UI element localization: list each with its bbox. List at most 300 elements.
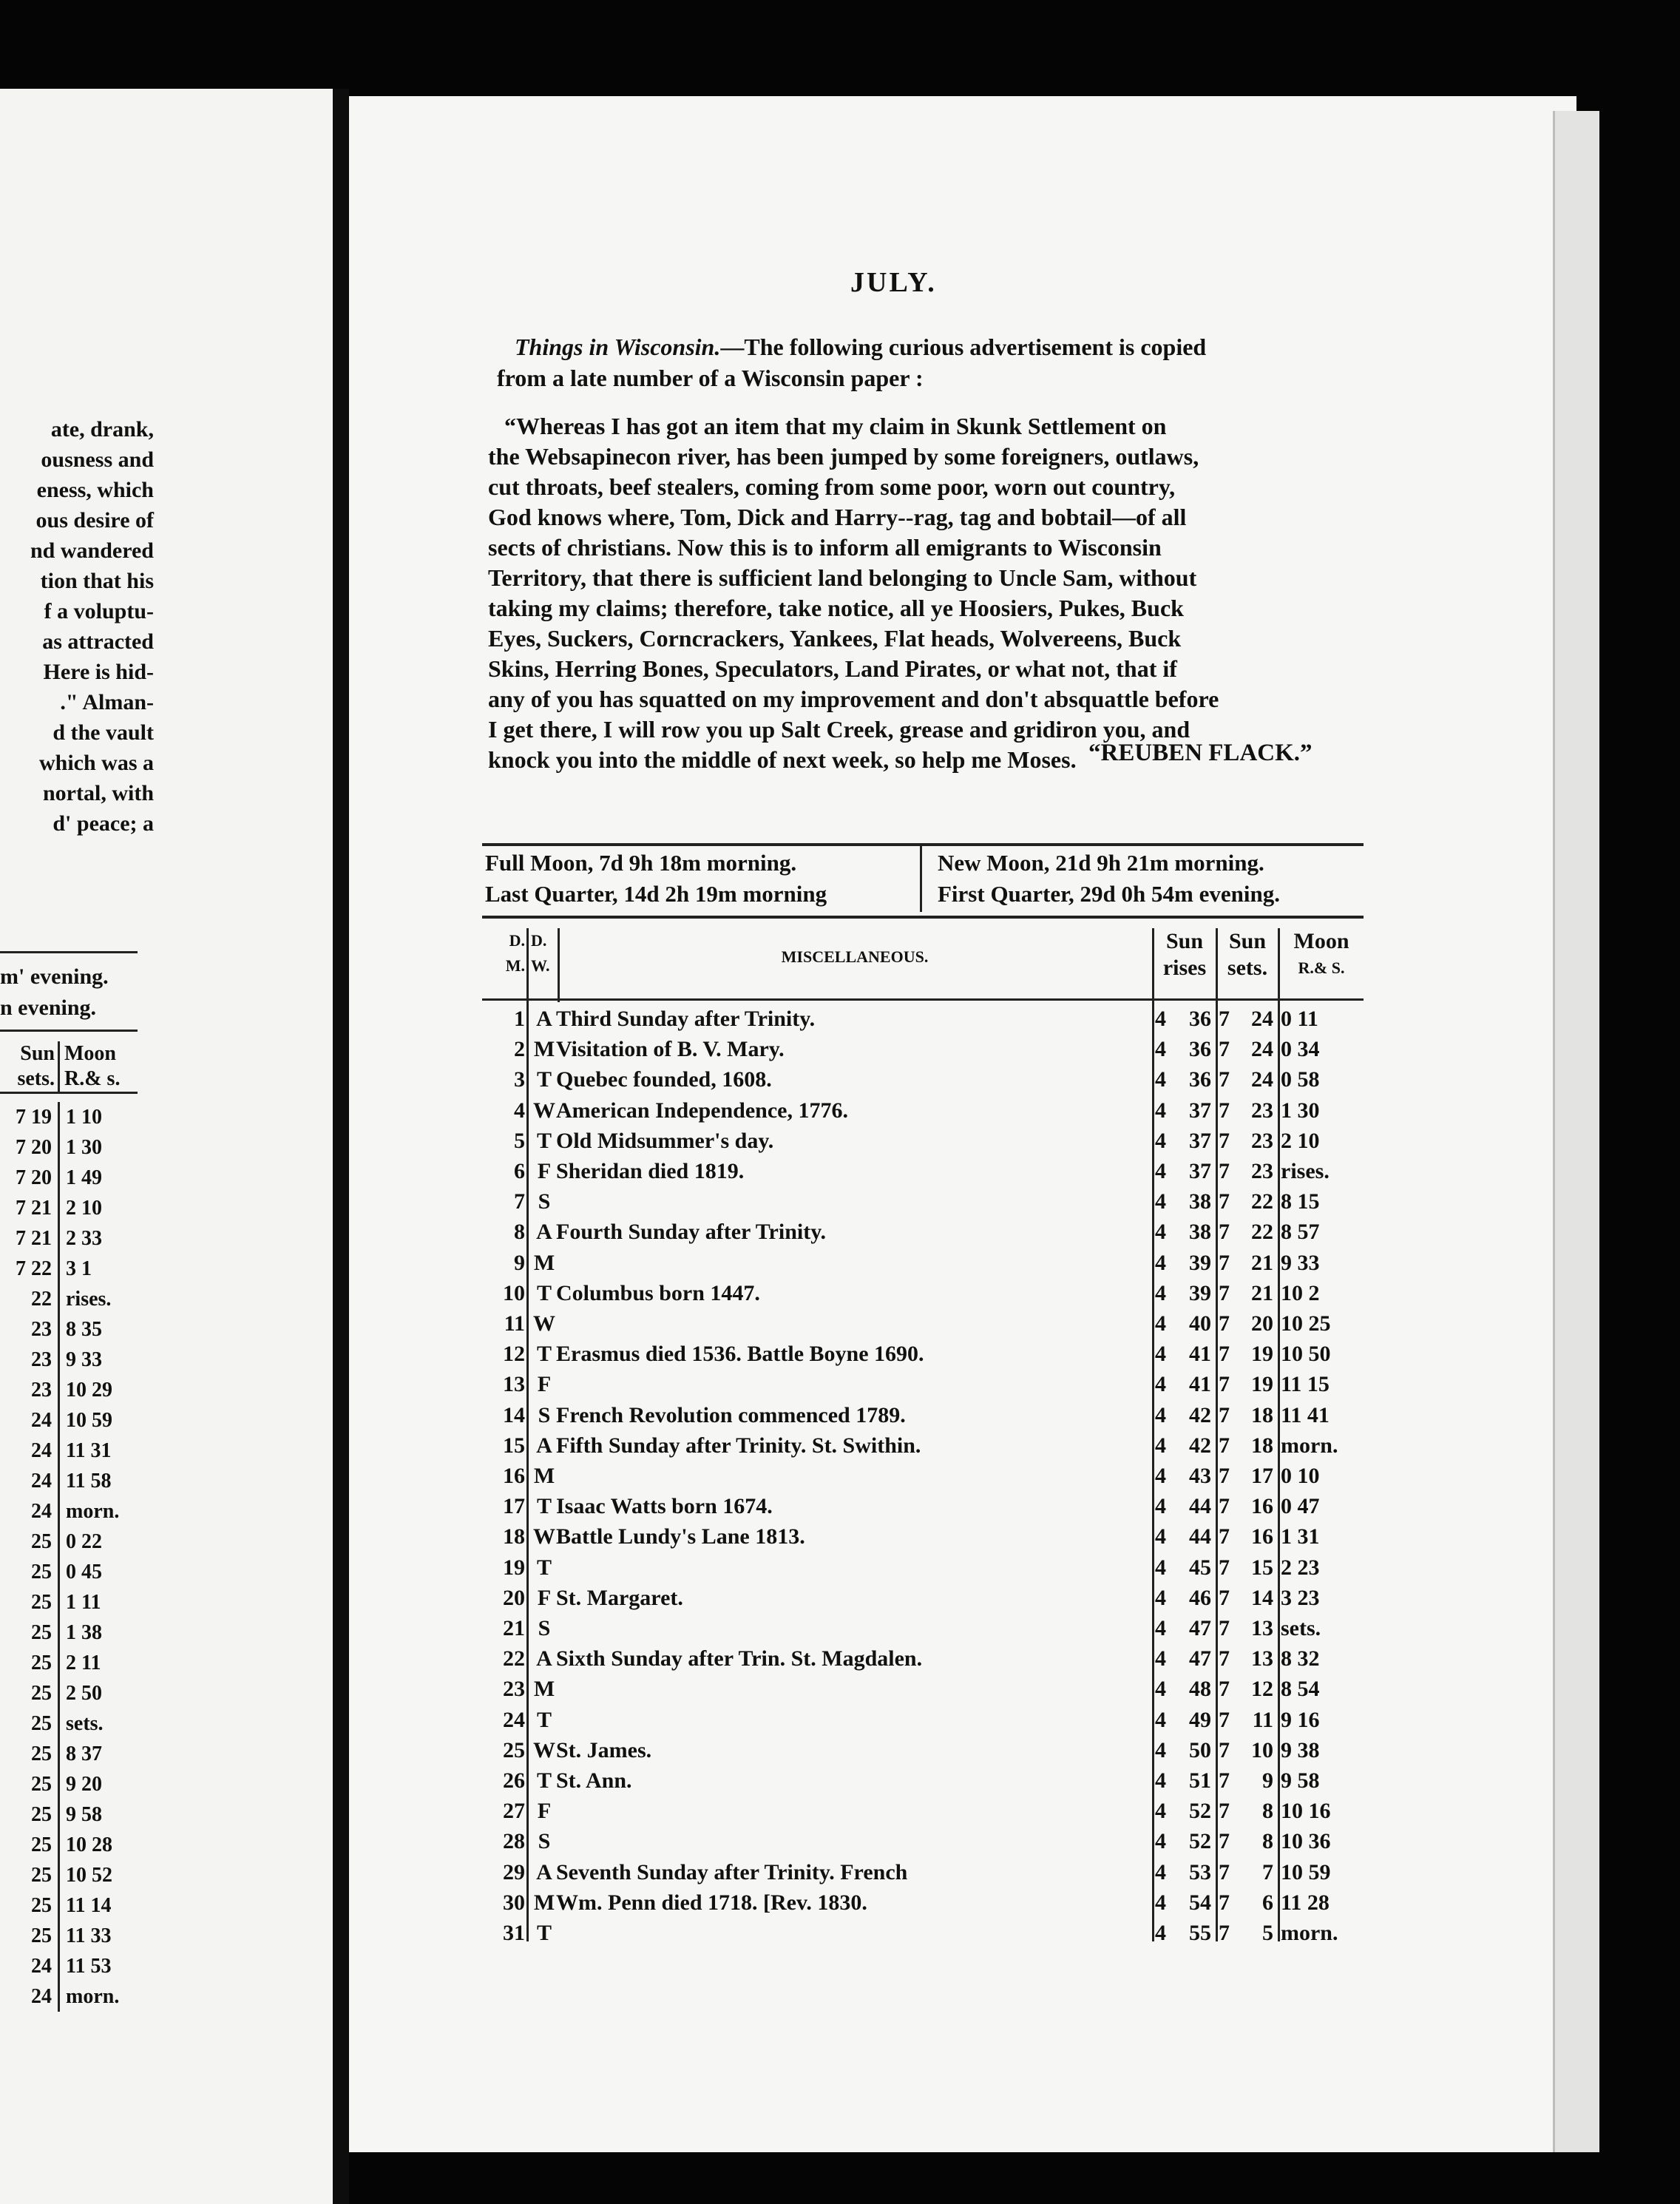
- moon-rise-set: sets.: [1281, 1616, 1321, 1640]
- left-text-line: nortal, with: [43, 781, 154, 805]
- sunrise-minute: 48: [1189, 1677, 1211, 1702]
- day-of-month: 22: [503, 1646, 525, 1671]
- moon-rise-set: 8 54: [1281, 1677, 1320, 1702]
- left-moon-line: n evening.: [0, 995, 97, 1020]
- moon-rise-set: 1 30: [1281, 1098, 1320, 1123]
- sunrise-minute: 40: [1189, 1311, 1211, 1336]
- sunset-hour: 7: [1219, 1433, 1230, 1458]
- miscellaneous-note: St. James.: [556, 1737, 652, 1762]
- sunrise-minute: 49: [1189, 1707, 1211, 1732]
- left-sunset-cell: 25: [31, 1621, 52, 1644]
- left-moon-cell: 8 35: [58, 1314, 146, 1345]
- sunset-minute: 22: [1251, 1220, 1273, 1245]
- left-table-header: [0, 1041, 138, 1094]
- miscellaneous-note: St. Ann.: [556, 1768, 632, 1793]
- day-of-week: T: [536, 1067, 552, 1092]
- day-of-month: 2: [514, 1037, 525, 1062]
- left-moon-cell: 11 58: [58, 1466, 146, 1496]
- miscellaneous-note: St. Margaret.: [556, 1585, 683, 1610]
- sunrise-hour: 4: [1155, 1921, 1166, 1945]
- left-sunset-cell: 25: [31, 1652, 52, 1674]
- left-table-row: [0, 1951, 138, 1981]
- sunrise-hour: 4: [1155, 1799, 1166, 1824]
- quote-line: any of you has squatted on my improvement and don't absquattle before: [488, 686, 1219, 712]
- sunset-minute: 7: [1262, 1859, 1273, 1884]
- sunset-hour: 7: [1219, 1677, 1230, 1702]
- left-text-line: which was a: [38, 751, 154, 775]
- left-text-line: as attracted: [42, 629, 154, 654]
- moon-rise-set: 10 16: [1281, 1799, 1331, 1824]
- moon-rise-set: 8 32: [1281, 1646, 1320, 1671]
- left-moon-cell: 1 49: [58, 1163, 146, 1193]
- left-moon-cell: 1 38: [58, 1617, 146, 1648]
- left-table-row: [0, 1799, 138, 1830]
- day-of-week: M: [533, 1890, 555, 1915]
- day-of-week: M: [533, 1464, 555, 1488]
- left-moon-cell: 8 37: [58, 1739, 146, 1769]
- left-text-line: ate, drank,: [50, 417, 154, 442]
- header-sunrise: [1154, 928, 1216, 981]
- left-page-text: [30, 414, 154, 839]
- day-of-month: 25: [503, 1737, 525, 1762]
- moon-rise-set: 10 50: [1281, 1342, 1331, 1367]
- moon-rise-set: 9 16: [1281, 1707, 1320, 1732]
- left-text-line: tion that his: [40, 569, 154, 593]
- miscellaneous-note: Seventh Sunday after Trinity. French: [556, 1859, 908, 1884]
- sunrise-minute: 47: [1189, 1646, 1211, 1671]
- sunrise-hour: 4: [1155, 1189, 1166, 1214]
- calendar-row: [482, 1064, 1364, 1095]
- quote-line: I get there, I will row you up Salt Creek, grease and gridiron you, and: [488, 716, 1190, 743]
- moon-rise-set: 0 47: [1281, 1494, 1320, 1519]
- left-table-row: [0, 1284, 138, 1314]
- left-moon-cell: 9 20: [58, 1769, 146, 1799]
- left-sunset-cell: 24: [31, 1955, 52, 1978]
- moon-rise-set: 3 23: [1281, 1585, 1320, 1610]
- day-of-week: T: [536, 1555, 552, 1580]
- miscellaneous-note: Battle Lundy's Lane 1813.: [556, 1524, 805, 1549]
- sunset-hour: 7: [1219, 1707, 1230, 1732]
- miscellaneous-note: Erasmus died 1536. Battle Boyne 1690.: [556, 1342, 924, 1367]
- day-of-week: T: [536, 1921, 552, 1945]
- moon-rise-set: 9 38: [1281, 1737, 1320, 1762]
- day-of-week: W: [533, 1311, 555, 1336]
- quote-line: Eyes, Suckers, Corncrackers, Yankees, Flat heads, Wolvereens, Buck: [488, 625, 1182, 652]
- left-moon-cell: morn.: [58, 1981, 146, 2012]
- left-table-row: [0, 1345, 138, 1375]
- left-moon-cell: 2 10: [58, 1193, 146, 1223]
- left-table-row: [0, 1254, 138, 1284]
- sunrise-hour: 4: [1155, 1768, 1166, 1793]
- left-table-row: [0, 1587, 138, 1617]
- quote-line: the Websapinecon river, has been jumped by some foreigners, outlaws,: [488, 443, 1199, 470]
- sunset-hour: 7: [1219, 1737, 1230, 1762]
- sunrise-hour: 4: [1155, 1220, 1166, 1245]
- left-moon-cell: 2 33: [58, 1223, 146, 1254]
- miscellaneous-note: Old Midsummer's day.: [556, 1128, 774, 1153]
- full-moon: Full Moon, 7d 9h 18m morning.: [485, 850, 797, 876]
- header-sunset: [1217, 928, 1278, 981]
- sunset-minute: 5: [1262, 1921, 1273, 1945]
- left-text-line: eness, which: [36, 478, 154, 502]
- left-sunset-cell: 23: [31, 1318, 52, 1341]
- header-moon: [1279, 928, 1364, 981]
- left-moon-cell: 11 33: [58, 1921, 146, 1951]
- day-of-week: W: [533, 1524, 555, 1549]
- header-dm-2: M.: [505, 956, 525, 975]
- header-rule: [482, 998, 1364, 1001]
- left-moon-cell: 3 1: [58, 1254, 146, 1284]
- sunrise-minute: 37: [1189, 1159, 1211, 1183]
- day-of-month: 16: [503, 1464, 525, 1488]
- sunrise-minute: 37: [1189, 1098, 1211, 1123]
- sunrise-hour: 4: [1155, 1646, 1166, 1671]
- left-moon-cell: 10 29: [58, 1375, 146, 1405]
- page-edges: [1553, 111, 1599, 2152]
- sunset-minute: 21: [1251, 1280, 1273, 1305]
- moon-rise-set: 10 25: [1281, 1311, 1331, 1336]
- moon-rise-set: morn.: [1281, 1433, 1338, 1458]
- moon-bottom-rule: [482, 916, 1364, 919]
- left-sunset-cell: 25: [31, 1530, 52, 1553]
- sunset-hour: 7: [1219, 1037, 1230, 1062]
- sunrise-hour: 4: [1155, 1464, 1166, 1488]
- sunset-hour: 7: [1219, 1494, 1230, 1519]
- header-sunset-1: Sun: [1228, 929, 1267, 953]
- left-page-moon-phases: [0, 961, 109, 1024]
- moon-top-rule: [482, 843, 1364, 846]
- sunrise-minute: 45: [1189, 1555, 1211, 1580]
- sunset-hour: 7: [1219, 1616, 1230, 1640]
- sunset-minute: 14: [1251, 1585, 1273, 1610]
- calendar-row: [482, 1156, 1364, 1187]
- sunrise-hour: 4: [1155, 1342, 1166, 1367]
- quote-line: knock you into the middle of next week, so help me Moses.: [488, 746, 1077, 773]
- sunset-hour: 7: [1219, 1007, 1230, 1031]
- day-of-month: 29: [503, 1859, 525, 1884]
- sunrise-minute: 38: [1189, 1189, 1211, 1214]
- day-of-month: 8: [514, 1220, 525, 1245]
- header-dm-1: D.: [509, 931, 525, 950]
- day-of-month: 9: [514, 1250, 525, 1275]
- sunrise-hour: 4: [1155, 1098, 1166, 1123]
- header-day-of-week: [531, 928, 558, 978]
- day-of-month: 26: [503, 1768, 525, 1793]
- left-text-line: f a voluptu-: [44, 599, 154, 623]
- sunset-minute: 23: [1251, 1098, 1273, 1123]
- left-sunset-cell: 7 21: [16, 1197, 52, 1220]
- sunset-hour: 7: [1219, 1220, 1230, 1245]
- month-title: JULY.: [850, 267, 937, 298]
- sunrise-minute: 44: [1189, 1494, 1211, 1519]
- day-of-month: 27: [503, 1799, 525, 1824]
- left-sunset-cell: 25: [31, 1833, 52, 1856]
- left-moon-cell: 2 50: [58, 1678, 146, 1708]
- sunrise-hour: 4: [1155, 1067, 1166, 1092]
- moon-rise-set: 0 58: [1281, 1067, 1320, 1092]
- sunset-hour: 7: [1219, 1189, 1230, 1214]
- left-table-row: [0, 1527, 138, 1557]
- sunrise-hour: 4: [1155, 1311, 1166, 1336]
- sunrise-minute: 44: [1189, 1524, 1211, 1549]
- advertisement-quote: [488, 411, 1372, 775]
- sunrise-hour: 4: [1155, 1280, 1166, 1305]
- left-page: [0, 89, 333, 2204]
- left-table-row: [0, 1830, 138, 1860]
- miscellaneous-note: Fourth Sunday after Trinity.: [556, 1220, 827, 1245]
- sunrise-minute: 41: [1189, 1342, 1211, 1367]
- left-sunset-cell: 25: [31, 1803, 52, 1826]
- left-sunset-cell: 7 20: [16, 1166, 52, 1189]
- sunset-hour: 7: [1219, 1342, 1230, 1367]
- calendar-row: [482, 1765, 1364, 1796]
- day-of-month: 3: [514, 1067, 525, 1092]
- left-sunset-cell: 25: [31, 1682, 52, 1705]
- calendar-row: [482, 1461, 1364, 1492]
- calendar-row: [482, 1308, 1364, 1339]
- left-sunset-cell: 24: [31, 1985, 52, 2008]
- calendar-row: [482, 1400, 1364, 1431]
- calendar-row: [482, 1126, 1364, 1157]
- sunset-minute: 19: [1251, 1372, 1273, 1397]
- day-of-month: 30: [503, 1890, 525, 1915]
- moon-rise-set: 0 34: [1281, 1037, 1320, 1062]
- left-sunset-cell: 23: [31, 1379, 52, 1402]
- day-of-week: T: [536, 1280, 552, 1305]
- quote-line: God knows where, Tom, Dick and Harry--rag, tag and bobtail—of all: [488, 504, 1187, 530]
- new-moon: New Moon, 21d 9h 21m morning.: [938, 850, 1264, 876]
- left-sunset-cell: 22: [31, 1288, 52, 1311]
- sunrise-hour: 4: [1155, 1677, 1166, 1702]
- miscellaneous-note: Sheridan died 1819.: [556, 1159, 745, 1183]
- sunset-hour: 7: [1219, 1311, 1230, 1336]
- left-page-rule: [0, 951, 138, 953]
- calendar-row: [482, 1857, 1364, 1888]
- sunset-hour: 7: [1219, 1646, 1230, 1671]
- sunrise-hour: 4: [1155, 1372, 1166, 1397]
- sunrise-hour: 4: [1155, 1037, 1166, 1062]
- calendar-row: [482, 1034, 1364, 1065]
- calendar-row: [482, 1826, 1364, 1857]
- sunset-hour: 7: [1219, 1250, 1230, 1275]
- day-of-week: A: [536, 1007, 552, 1031]
- calendar-row: [482, 1095, 1364, 1126]
- intro-line-1: —The following curious advertisement is copied: [720, 334, 1207, 360]
- left-table-row: [0, 1405, 138, 1436]
- header-sunset-2: sets.: [1227, 956, 1268, 980]
- sunset-minute: 21: [1251, 1250, 1273, 1275]
- sunset-hour: 7: [1219, 1159, 1230, 1183]
- calendar-row: [482, 1735, 1364, 1766]
- header-dw-2: W.: [531, 956, 550, 975]
- calendar-row: [482, 1278, 1364, 1309]
- sunset-hour: 7: [1219, 1524, 1230, 1549]
- left-moon-cell: 10 52: [58, 1860, 146, 1890]
- moon-rise-set: 10 36: [1281, 1829, 1331, 1854]
- day-of-week: F: [537, 1159, 552, 1183]
- left-table-row: [0, 1769, 138, 1799]
- quote-line: “Whereas I has got an item that my claim in Skunk Settlement on: [504, 413, 1167, 439]
- sunrise-hour: 4: [1155, 1890, 1166, 1915]
- left-header-sets: sets.: [17, 1067, 55, 1090]
- sunrise-hour: 4: [1155, 1402, 1166, 1427]
- moon-rise-set: 2 10: [1281, 1128, 1320, 1153]
- sunrise-hour: 4: [1155, 1250, 1166, 1275]
- day-of-week: S: [538, 1829, 551, 1854]
- intro-paragraph: [497, 331, 1369, 393]
- day-of-month: 7: [514, 1189, 525, 1214]
- sunrise-hour: 4: [1155, 1737, 1166, 1762]
- day-of-month: 10: [503, 1280, 525, 1305]
- left-text-line: ous desire of: [35, 508, 154, 533]
- left-text-line: nd wandered: [30, 538, 154, 563]
- day-of-month: 19: [503, 1555, 525, 1580]
- sunset-minute: 24: [1251, 1007, 1273, 1031]
- sunset-hour: 7: [1219, 1890, 1230, 1915]
- sunset-minute: 18: [1251, 1402, 1273, 1427]
- left-sunset-cell: 7 20: [16, 1136, 52, 1159]
- sunset-hour: 7: [1219, 1555, 1230, 1580]
- sunset-minute: 24: [1251, 1067, 1273, 1092]
- sunrise-minute: 38: [1189, 1220, 1211, 1245]
- left-moon-cell: 0 22: [58, 1527, 146, 1557]
- sunrise-minute: 43: [1189, 1464, 1211, 1488]
- day-of-week: M: [533, 1677, 555, 1702]
- sunset-hour: 7: [1219, 1585, 1230, 1610]
- day-of-week: T: [536, 1768, 552, 1793]
- sunrise-minute: 52: [1189, 1799, 1211, 1824]
- left-text-line: ousness and: [41, 447, 154, 472]
- left-table-row: [0, 1739, 138, 1769]
- day-of-month: 5: [514, 1128, 525, 1153]
- left-table-row: [0, 1102, 138, 1132]
- sunset-minute: 12: [1251, 1677, 1273, 1702]
- quote-line: Territory, that there is sufficient land belonging to Uncle Sam, without: [488, 564, 1197, 591]
- left-moon-cell: 11 53: [58, 1951, 146, 1981]
- left-moon-line: m' evening.: [0, 964, 109, 989]
- sunrise-minute: 37: [1189, 1128, 1211, 1153]
- left-sunset-cell: 25: [31, 1924, 52, 1947]
- calendar-row: [482, 1674, 1364, 1705]
- calendar-row: [482, 1552, 1364, 1583]
- calendar-row: [482, 1339, 1364, 1370]
- day-of-week: F: [537, 1799, 552, 1824]
- moon-rise-set: 0 10: [1281, 1464, 1320, 1488]
- moon-rise-set: rises.: [1281, 1159, 1330, 1183]
- left-table-row: [0, 1466, 138, 1496]
- left-table-row: [0, 1132, 138, 1163]
- left-sunset-cell: 24: [31, 1470, 52, 1493]
- left-text-line: d' peace; a: [52, 811, 154, 836]
- sunset-hour: 7: [1219, 1128, 1230, 1153]
- left-sunset-cell: 25: [31, 1561, 52, 1583]
- miscellaneous-note: Wm. Penn died 1718. [Rev. 1830.: [556, 1890, 867, 1915]
- day-of-month: 15: [503, 1433, 525, 1458]
- sunset-minute: 13: [1251, 1646, 1273, 1671]
- left-sunset-cell: 24: [31, 1409, 52, 1432]
- sunrise-minute: 55: [1189, 1921, 1211, 1945]
- sunrise-minute: 51: [1189, 1768, 1211, 1793]
- sunset-hour: 7: [1219, 1402, 1230, 1427]
- miscellaneous-note: Quebec founded, 1608.: [556, 1067, 772, 1092]
- calendar-row: [482, 1521, 1364, 1552]
- day-of-month: 24: [503, 1707, 525, 1732]
- miscellaneous-note: French Revolution commenced 1789.: [556, 1402, 906, 1427]
- calendar-row: [482, 1491, 1364, 1522]
- sunrise-hour: 4: [1155, 1128, 1166, 1153]
- left-table-row: [0, 1436, 138, 1466]
- left-header-rs: R.& s.: [64, 1067, 121, 1090]
- calendar-row: [482, 1217, 1364, 1248]
- left-moon-cell: morn.: [58, 1496, 146, 1527]
- quote-line: sects of christians. Now this is to inform all emigrants to Wisconsin: [488, 534, 1162, 561]
- day-of-week: W: [533, 1737, 555, 1762]
- day-of-week: F: [537, 1372, 552, 1397]
- sunset-minute: 23: [1251, 1159, 1273, 1183]
- day-of-week: M: [533, 1250, 555, 1275]
- sunrise-hour: 4: [1155, 1707, 1166, 1732]
- left-table-row: [0, 1375, 138, 1405]
- left-sunset-cell: 23: [31, 1348, 52, 1371]
- sunset-minute: 15: [1251, 1555, 1273, 1580]
- left-header-moon: Moon: [64, 1042, 116, 1065]
- calendar-table: [482, 928, 1364, 1945]
- day-of-month: 12: [503, 1342, 525, 1367]
- last-quarter: Last Quarter, 14d 2h 19m morning: [485, 881, 827, 907]
- sunset-minute: 19: [1251, 1342, 1273, 1367]
- left-moon-cell: rises.: [58, 1284, 146, 1314]
- day-of-week: S: [538, 1616, 551, 1640]
- miscellaneous-note: Fifth Sunday after Trinity. St. Swithin.: [556, 1433, 921, 1458]
- day-of-week: T: [536, 1128, 552, 1153]
- calendar-row: [482, 1613, 1364, 1644]
- sunrise-minute: 36: [1189, 1037, 1211, 1062]
- sunset-minute: 17: [1251, 1464, 1273, 1488]
- moon-rise-set: 10 2: [1281, 1280, 1320, 1305]
- moon-rise-set: 1 31: [1281, 1524, 1320, 1549]
- signature: “REUBEN FLACK.”: [1088, 740, 1312, 766]
- left-moon-cell: 1 30: [58, 1132, 146, 1163]
- left-table-row: [0, 1193, 138, 1223]
- sunset-minute: 20: [1251, 1311, 1273, 1336]
- sunrise-minute: 41: [1189, 1372, 1211, 1397]
- miscellaneous-note: American Independence, 1776.: [556, 1098, 848, 1123]
- calendar-row: [482, 1369, 1364, 1400]
- calendar-row: [482, 1643, 1364, 1674]
- left-sunset-cell: 25: [31, 1742, 52, 1765]
- left-sunset-cell: 25: [31, 1712, 52, 1735]
- sunrise-minute: 54: [1189, 1890, 1211, 1915]
- moon-rise-set: 11 41: [1281, 1402, 1330, 1427]
- day-of-month: 11: [504, 1311, 525, 1336]
- sunset-hour: 7: [1219, 1799, 1230, 1824]
- sunrise-hour: 4: [1155, 1494, 1166, 1519]
- quote-line: cut throats, beef stealers, coming from some poor, worn out country,: [488, 473, 1176, 500]
- day-of-month: 1: [514, 1007, 525, 1031]
- sunset-hour: 7: [1219, 1921, 1230, 1945]
- moon-rise-set: morn.: [1281, 1921, 1338, 1945]
- left-sunset-cell: 7 21: [16, 1227, 52, 1250]
- header-sunrise-2: rises: [1162, 956, 1207, 980]
- sunset-minute: 11: [1252, 1707, 1273, 1732]
- sunset-hour: 7: [1219, 1280, 1230, 1305]
- quote-line: Skins, Herring Bones, Speculators, Land Pirates, or what not, that if: [488, 655, 1177, 682]
- moon-rise-set: 8 15: [1281, 1189, 1320, 1214]
- left-table-row: [0, 1678, 138, 1708]
- left-table-row: [0, 1890, 138, 1921]
- sunset-minute: 22: [1251, 1189, 1273, 1214]
- sunset-hour: 7: [1219, 1768, 1230, 1793]
